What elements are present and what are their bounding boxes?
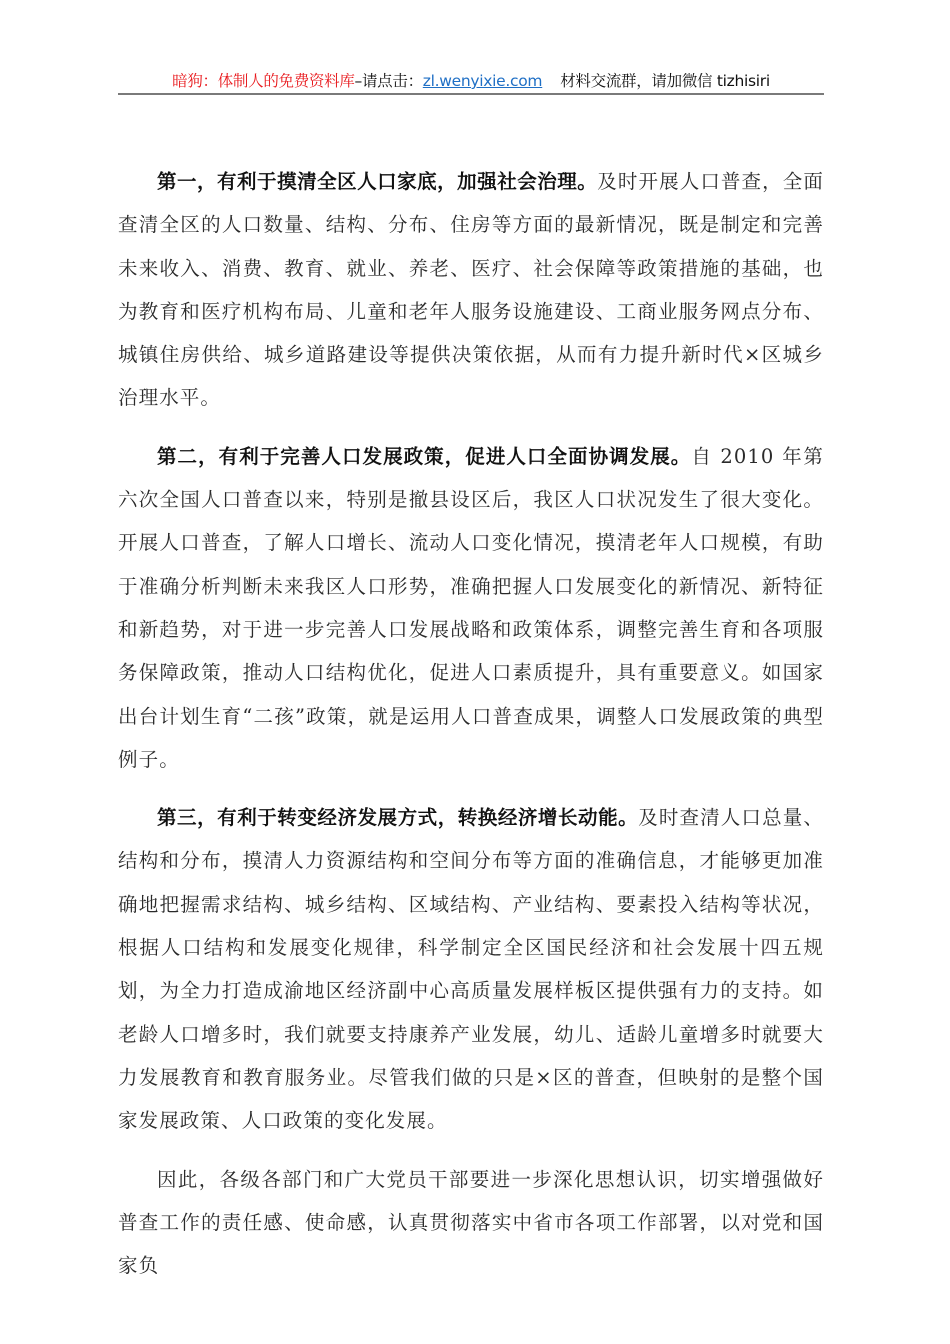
paragraph-text: 自 2010 年第六次全国人口普查以来，特别是撤县设区后，我区人口状况发生了很大变化。开展人口普查，了解人口增长、流动人口变化情况，摸清老年人口规模，有助于准确分析判断未来我区人口形势，准确把握人口发展变化的新情况、新特征和新趋势，对于进一步完善人口发展战略和政策体系，调整完善生育和各项服务保障政策，推动人口结构优化，促进人口素质提升，具有重要意义。如国家出台计划生育“二孩”政策，就是运用人口普查成果，调整人口发展政策的典型例子。 <box>118 444 824 771</box>
paragraph-text: 及时查清人口总量、结构和分布，摸清人力资源结构和空间分布等方面的准确信息，才能够更加准确地把握需求结构、城乡结构、区域结构、产业结构、要素投入结构等状况，根据人口结构和发展变化规律，科学制定全区国民经济和社会发展十四五规划，为全力打造成渝地区经济副中心高质量发展样板区提供强有力的支持。如老龄人口增多时，我们就要支持康养产业发展，幼儿、适龄儿童增多时就要大力发展教育和教育服务业。尽管我们做的只是×区的普查，但映射的是整个国家发展政策、人口政策的变化发展。 <box>118 806 824 1133</box>
paragraph-4 <box>118 1158 824 1288</box>
document-body <box>118 160 824 1287</box>
paragraph-2 <box>118 435 824 781</box>
paragraph-text: 及时开展人口普查，全面查清全区的人口数量、结构、分布、住房等方面的最新情况，既是制定和完善未来收入、消费、教育、就业、养老、医疗、社会保障等政策措施的基础，也为教育和医疗机构布局、儿童和老年人服务设施建设、工商业服务网点分布、城镇住房供给、城乡道路建设等提供决策依据，从而有力提升新时代×区城乡治理水平。 <box>118 170 824 410</box>
header-note: 材料交流群，请加微信 tizhisiri <box>560 72 770 90</box>
paragraph-text: 因此，各级各部门和广大党员干部要进一步深化思想认识，切实增强做好普查工作的责任感、使命感，认真贯彻落实中省市各项工作部署，以对党和国家负 <box>118 1167 824 1278</box>
header-link[interactable]: zl.wenyixie.com <box>422 72 543 90</box>
header-divider <box>118 93 824 95</box>
paragraph-lead: 第二，有利于完善人口发展政策，促进人口全面协调发展。 <box>157 444 692 468</box>
header-prompt: –请点击： <box>354 72 423 90</box>
page-header <box>118 68 824 94</box>
paragraph-lead: 第一，有利于摸清全区人口家底，加强社会治理。 <box>157 170 598 193</box>
paragraph-3 <box>118 796 824 1142</box>
paragraph-lead: 第三，有利于转变经济发展方式，转换经济增长动能。 <box>157 806 639 830</box>
paragraph-1 <box>118 160 824 420</box>
header-brand: 暗狗：体制人的免费资料库 <box>172 72 355 90</box>
